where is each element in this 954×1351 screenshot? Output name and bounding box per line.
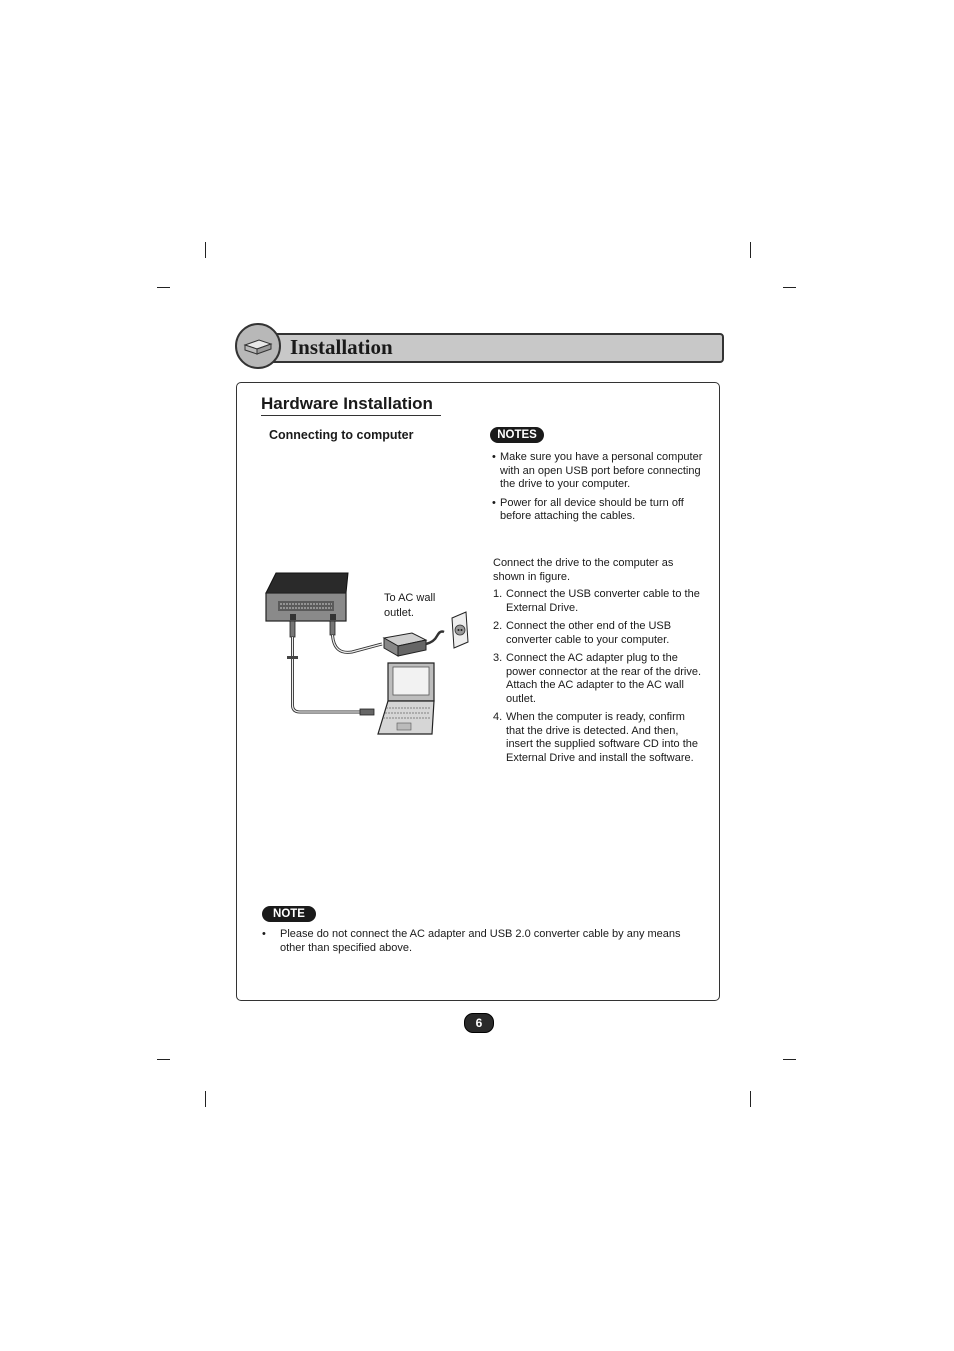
step-number: 3. [493,652,503,664]
list-item [493,588,703,615]
instruction-steps [493,588,703,770]
step-text: When the computer is ready, confirm that the drive is detected. And then, insert the supplied software CD into the External Drive and install the software. [506,711,698,764]
step-number: 4. [493,711,503,723]
step-text: Connect the USB converter cable to the External Drive. [506,588,700,614]
notes-badge: NOTES [490,427,544,443]
list-item [493,711,703,765]
section-title: Hardware Installation [261,394,433,413]
crop-mark [750,242,751,258]
note-bullet: • [262,928,266,940]
crop-mark [205,242,206,258]
list-item: • Make sure you have a personal computer with an open USB port before connecting the drive to your computer. [492,451,707,492]
list-item [493,652,703,706]
drive-icon [235,323,281,369]
crop-mark [157,1059,170,1060]
crop-mark [750,1091,751,1107]
note-badge: NOTE [262,906,316,922]
page-title: Installation [290,335,393,359]
instructions-intro: Connect the drive to the computer as shown in figure. [493,557,674,583]
step-number: 2. [493,620,503,632]
section-underline [261,415,441,416]
ac-adapter-icon [384,632,444,657]
note-body: Please do not connect the AC adapter and USB 2.0 converter cable by any means other than specified above. [280,928,681,954]
note-text [262,928,702,955]
diagram-callout: To AC wall outlet. [384,592,436,619]
step-number: 1. [493,588,503,600]
crop-mark [783,1059,796,1060]
list-item [493,620,703,647]
subsection-title: Connecting to computer [269,428,414,442]
crop-mark [157,287,170,288]
page-number: 6 [464,1013,494,1033]
list-item: • Power for all device should be turn off before attaching the cables. [492,497,707,524]
external-drive-icon [266,573,348,621]
notes-list [492,451,707,529]
crop-mark [205,1091,206,1107]
wall-outlet-icon [452,612,468,648]
power-cable-icon [330,621,382,652]
step-text: Connect the AC adapter plug to the power connector at the rear of the drive. Attach the AC adapter to the AC wall outlet. [506,652,702,705]
crop-mark [783,287,796,288]
laptop-icon [378,663,434,734]
step-text: Connect the other end of the USB converter cable to your computer. [506,620,672,646]
